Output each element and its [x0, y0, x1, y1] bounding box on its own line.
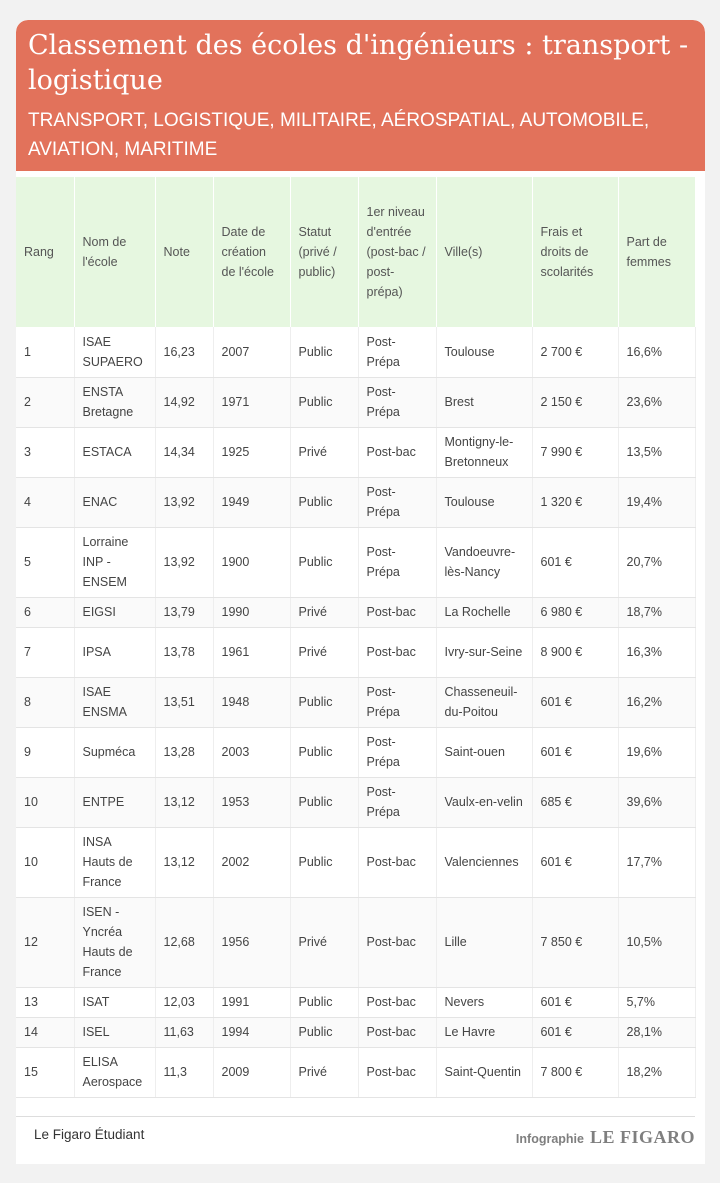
cell-fees: 601 € [532, 827, 618, 897]
table-row [16, 427, 695, 477]
cell-score: 13,79 [155, 597, 213, 627]
cell-entry-level: Post-bac [358, 427, 436, 477]
cell-fees: 2 150 € [532, 377, 618, 427]
table-header-row [16, 177, 695, 327]
cell-creation-date: 1991 [213, 987, 290, 1017]
table-row [16, 677, 695, 727]
cell-entry-level: Post-Prépa [358, 327, 436, 377]
cell-score: 13,12 [155, 777, 213, 827]
source-label: Le Figaro Étudiant [34, 1127, 145, 1142]
cell-fees: 7 850 € [532, 897, 618, 987]
table-row [16, 1047, 695, 1097]
cell-school-name: ENSTA Bretagne [74, 377, 155, 427]
cell-women-share: 18,7% [618, 597, 695, 627]
table-row [16, 777, 695, 827]
le-figaro-logo: LE FIGARO [589, 1127, 695, 1147]
cell-women-share: 16,2% [618, 677, 695, 727]
cell-score: 16,23 [155, 327, 213, 377]
cell-women-share: 23,6% [618, 377, 695, 427]
cell-school-name: ISAE SUPAERO [74, 327, 155, 377]
cell-status: Public [290, 777, 358, 827]
cell-creation-date: 1948 [213, 677, 290, 727]
cell-creation-date: 2009 [213, 1047, 290, 1097]
cell-fees: 601 € [532, 1017, 618, 1047]
column-header-fees: Frais et droits de scolarités [532, 177, 618, 327]
cell-women-share: 10,5% [618, 897, 695, 987]
cell-school-name: IPSA [74, 627, 155, 677]
cell-status: Privé [290, 597, 358, 627]
cell-creation-date: 1961 [213, 627, 290, 677]
cell-creation-date: 1956 [213, 897, 290, 987]
cell-score: 11,3 [155, 1047, 213, 1097]
cell-fees: 1 320 € [532, 477, 618, 527]
cell-rank: 12 [16, 897, 74, 987]
cell-status: Privé [290, 897, 358, 987]
cell-rank: 6 [16, 597, 74, 627]
cell-entry-level: Post-Prépa [358, 527, 436, 597]
cell-entry-level: Post-bac [358, 827, 436, 897]
cell-score: 13,92 [155, 527, 213, 597]
cell-school-name: EIGSI [74, 597, 155, 627]
cell-city: Toulouse [436, 477, 532, 527]
cell-school-name: ENAC [74, 477, 155, 527]
infographic-card [16, 20, 705, 1164]
table-row [16, 327, 695, 377]
cell-status: Privé [290, 427, 358, 477]
cell-women-share: 17,7% [618, 827, 695, 897]
cell-fees: 7 800 € [532, 1047, 618, 1097]
table-row [16, 727, 695, 777]
cell-rank: 10 [16, 777, 74, 827]
cell-rank: 5 [16, 527, 74, 597]
cell-entry-level: Post-Prépa [358, 777, 436, 827]
cell-fees: 601 € [532, 527, 618, 597]
cell-city: Saint-Quentin [436, 1047, 532, 1097]
cell-city: Vandoeuvre-lès-Nancy [436, 527, 532, 597]
cell-rank: 15 [16, 1047, 74, 1097]
cell-status: Public [290, 1017, 358, 1047]
table-row [16, 597, 695, 627]
cell-entry-level: Post-bac [358, 597, 436, 627]
cell-status: Public [290, 827, 358, 897]
cell-fees: 601 € [532, 677, 618, 727]
cell-women-share: 39,6% [618, 777, 695, 827]
cell-city: Valenciennes [436, 827, 532, 897]
cell-city: Ivry-sur-Seine [436, 627, 532, 677]
cell-creation-date: 1900 [213, 527, 290, 597]
cell-score: 13,51 [155, 677, 213, 727]
column-header-school-name: Nom de l'école [74, 177, 155, 327]
table-row [16, 827, 695, 897]
table-row [16, 377, 695, 427]
cell-creation-date: 1990 [213, 597, 290, 627]
column-header-creation-date: Date de création de l'école [213, 177, 290, 327]
cell-city: Brest [436, 377, 532, 427]
cell-creation-date: 1994 [213, 1017, 290, 1047]
cell-entry-level: Post-bac [358, 897, 436, 987]
cell-school-name: INSA Hauts de France [74, 827, 155, 897]
cell-fees: 601 € [532, 987, 618, 1017]
cell-rank: 3 [16, 427, 74, 477]
cell-city: Le Havre [436, 1017, 532, 1047]
cell-score: 13,92 [155, 477, 213, 527]
header-banner [16, 20, 705, 171]
cell-rank: 1 [16, 327, 74, 377]
table-row [16, 627, 695, 677]
cell-school-name: ISEL [74, 1017, 155, 1047]
cell-women-share: 5,7% [618, 987, 695, 1017]
cell-city: Vaulx-en-velin [436, 777, 532, 827]
cell-women-share: 16,6% [618, 327, 695, 377]
cell-entry-level: Post-bac [358, 1047, 436, 1097]
cell-creation-date: 1949 [213, 477, 290, 527]
cell-creation-date: 1925 [213, 427, 290, 477]
cell-status: Public [290, 987, 358, 1017]
cell-rank: 8 [16, 677, 74, 727]
cell-entry-level: Post-bac [358, 1017, 436, 1047]
cell-fees: 8 900 € [532, 627, 618, 677]
cell-entry-level: Post-Prépa [358, 477, 436, 527]
table-row [16, 477, 695, 527]
cell-women-share: 19,6% [618, 727, 695, 777]
cell-women-share: 13,5% [618, 427, 695, 477]
cell-entry-level: Post-Prépa [358, 677, 436, 727]
table-body [16, 327, 695, 1097]
cell-score: 13,78 [155, 627, 213, 677]
cell-score: 14,34 [155, 427, 213, 477]
cell-creation-date: 2002 [213, 827, 290, 897]
cell-women-share: 28,1% [618, 1017, 695, 1047]
column-header-women-share: Part de femmes [618, 177, 695, 327]
cell-women-share: 20,7% [618, 527, 695, 597]
cell-status: Public [290, 327, 358, 377]
cell-fees: 7 990 € [532, 427, 618, 477]
cell-rank: 4 [16, 477, 74, 527]
cell-creation-date: 2003 [213, 727, 290, 777]
cell-score: 11,63 [155, 1017, 213, 1047]
cell-status: Public [290, 527, 358, 597]
column-header-rank: Rang [16, 177, 74, 327]
cell-score: 12,68 [155, 897, 213, 987]
column-header-entry-level: 1er niveau d'entrée (post-bac / post-prépa) [358, 177, 436, 327]
cell-fees: 601 € [532, 727, 618, 777]
cell-school-name: ISEN - Yncréa Hauts de France [74, 897, 155, 987]
page-title: Classement des écoles d'ingénieurs : transport - logistique [28, 30, 689, 96]
cell-status: Privé [290, 627, 358, 677]
cell-creation-date: 1953 [213, 777, 290, 827]
column-header-city: Ville(s) [436, 177, 532, 327]
cell-rank: 2 [16, 377, 74, 427]
cell-school-name: ENTPE [74, 777, 155, 827]
cell-school-name: ISAE ENSMA [74, 677, 155, 727]
cell-fees: 2 700 € [532, 327, 618, 377]
cell-city: Toulouse [436, 327, 532, 377]
cell-score: 12,03 [155, 987, 213, 1017]
table-row [16, 987, 695, 1017]
ranking-table [16, 177, 696, 1098]
cell-rank: 14 [16, 1017, 74, 1047]
cell-entry-level: Post-bac [358, 987, 436, 1017]
cell-rank: 10 [16, 827, 74, 897]
cell-city: La Rochelle [436, 597, 532, 627]
table-row [16, 527, 695, 597]
cell-status: Public [290, 727, 358, 777]
cell-fees: 6 980 € [532, 597, 618, 627]
cell-women-share: 16,3% [618, 627, 695, 677]
cell-score: 13,12 [155, 827, 213, 897]
cell-women-share: 19,4% [618, 477, 695, 527]
cell-city: Saint-ouen [436, 727, 532, 777]
cell-city: Lille [436, 897, 532, 987]
cell-school-name: ESTACA [74, 427, 155, 477]
cell-city: Chasseneuil-du-Poitou [436, 677, 532, 727]
footer [16, 1116, 695, 1164]
cell-entry-level: Post-Prépa [358, 377, 436, 427]
cell-fees: 685 € [532, 777, 618, 827]
page-subtitle: TRANSPORT, LOGISTIQUE, MILITAIRE, AÉROSPATIAL, AUTOMOBILE, AVIATION, MARITIME [28, 110, 650, 160]
cell-status: Public [290, 377, 358, 427]
cell-school-name: ELISA Aerospace [74, 1047, 155, 1097]
cell-entry-level: Post-Prépa [358, 727, 436, 777]
column-header-status: Statut (privé / public) [290, 177, 358, 327]
table-row [16, 897, 695, 987]
cell-score: 14,92 [155, 377, 213, 427]
table-row [16, 1017, 695, 1047]
cell-city: Nevers [436, 987, 532, 1017]
infographie-label: Infographie [515, 1132, 584, 1146]
cell-creation-date: 1971 [213, 377, 290, 427]
ranking-table-container [16, 177, 695, 1098]
cell-status: Public [290, 677, 358, 727]
cell-school-name: Supméca [74, 727, 155, 777]
cell-women-share: 18,2% [618, 1047, 695, 1097]
column-header-score: Note [155, 177, 213, 327]
cell-rank: 9 [16, 727, 74, 777]
cell-creation-date: 2007 [213, 327, 290, 377]
cell-rank: 13 [16, 987, 74, 1017]
cell-score: 13,28 [155, 727, 213, 777]
brand-logo [516, 1127, 695, 1148]
cell-school-name: Lorraine INP - ENSEM [74, 527, 155, 597]
cell-rank: 7 [16, 627, 74, 677]
cell-city: Montigny-le-Bretonneux [436, 427, 532, 477]
cell-school-name: ISAT [74, 987, 155, 1017]
cell-status: Privé [290, 1047, 358, 1097]
cell-status: Public [290, 477, 358, 527]
cell-entry-level: Post-bac [358, 627, 436, 677]
